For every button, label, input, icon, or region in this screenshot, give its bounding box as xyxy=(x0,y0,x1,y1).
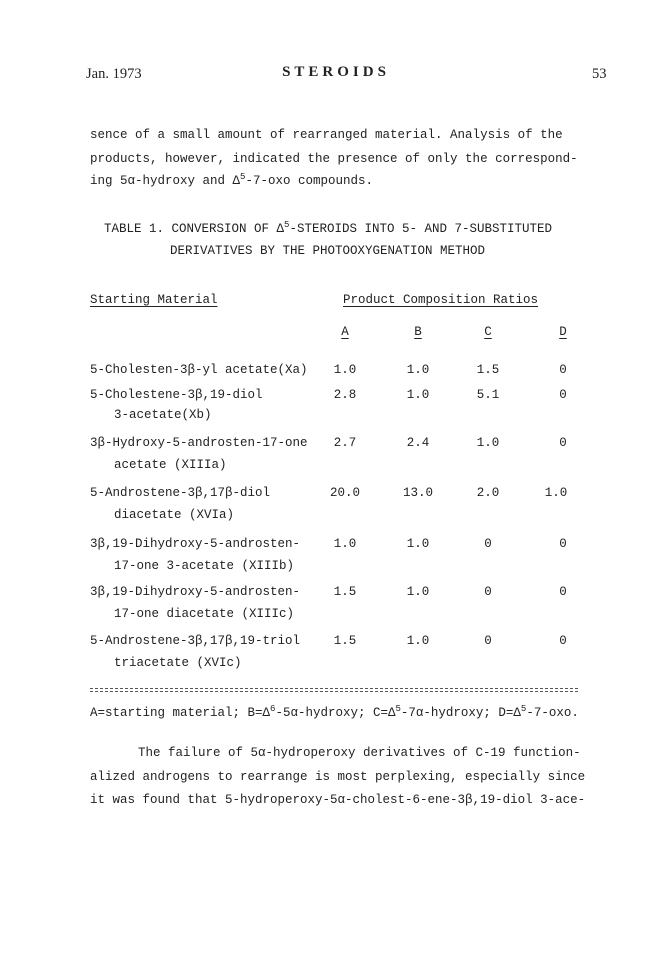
table-bottom-rule-2 xyxy=(90,691,578,692)
row-7-d: 0 xyxy=(559,634,567,648)
col-header-product-ratios: Product Composition Ratios xyxy=(343,293,539,307)
caption-sup: 5 xyxy=(284,220,290,230)
row-4-name-line-2: diacetate (XVIa) xyxy=(114,508,235,522)
table-caption-line-2: DERIVATIVES BY THE PHOTOOXYGENATION METHOD xyxy=(170,244,486,258)
row-4-name-line-1: 5-Androstene-3β,17β-diol xyxy=(90,486,271,500)
row-6-d: 0 xyxy=(559,585,567,599)
row-1-c: 1.5 xyxy=(476,363,500,377)
row-2-b: 1.0 xyxy=(406,388,430,402)
page-number: 53 xyxy=(592,66,607,82)
row-5-d: 0 xyxy=(559,537,567,551)
header-date: Jan. 1973 xyxy=(86,66,142,82)
intro-line-3 xyxy=(90,174,373,188)
row-2-d: 0 xyxy=(559,388,567,402)
row-1-name-line-1: 5-Cholesten-3β-yl acetate(Xa) xyxy=(90,363,308,377)
footnote-part-c: -7α-hydroxy; D=Δ xyxy=(400,706,521,720)
footnote-part-b: -5α-hydroxy; C=Δ xyxy=(275,706,396,720)
row-2-a: 2.8 xyxy=(333,388,357,402)
row-1-b: 1.0 xyxy=(406,363,430,377)
caption-text-b: -STEROIDS INTO 5- AND 7-SUBSTITUTED xyxy=(289,222,552,236)
row-4-c: 2.0 xyxy=(476,486,500,500)
table-bottom-rule-1 xyxy=(90,688,578,689)
row-2-name-line-2: 3-acetate(Xb) xyxy=(114,408,212,422)
row-7-name-line-1: 5-Androstene-3β,17β,19-triol xyxy=(90,634,301,648)
footnote-sup-a: 6 xyxy=(270,704,276,714)
row-3-name-line-2: acetate (XIIIa) xyxy=(114,458,227,472)
table-footnote xyxy=(90,706,579,720)
closing-line-2: alized androgens to rearrange is most perplexing, especially since xyxy=(90,770,586,784)
row-4-d: 1.0 xyxy=(544,486,568,500)
footnote-part-a: A=starting material; B=Δ xyxy=(90,706,271,720)
row-6-a: 1.5 xyxy=(333,585,357,599)
row-3-d: 0 xyxy=(559,436,567,450)
footnote-part-d: -7-oxo. xyxy=(526,706,579,720)
footnote-sup-b: 5 xyxy=(395,704,401,714)
row-4-b: 13.0 xyxy=(402,486,433,500)
row-5-b: 1.0 xyxy=(406,537,430,551)
row-6-name-line-2: 17-one diacetate (XIIIc) xyxy=(114,607,295,621)
row-2-c: 5.1 xyxy=(476,388,500,402)
sub-col-b: B xyxy=(414,325,422,339)
row-1-d: 0 xyxy=(559,363,567,377)
row-6-name-line-1: 3β,19-Dihydroxy-5-androsten- xyxy=(90,585,301,599)
sub-col-a: A xyxy=(341,325,349,339)
closing-line-1: The failure of 5α-hydroperoxy derivatives of C-19 function- xyxy=(138,746,581,760)
row-3-a: 2.7 xyxy=(333,436,357,450)
footnote-sup-c: 5 xyxy=(520,704,527,714)
row-4-a: 20.0 xyxy=(329,486,360,500)
sub-col-c: C xyxy=(484,325,492,339)
row-7-b: 1.0 xyxy=(406,634,430,648)
row-3-b: 2.4 xyxy=(406,436,430,450)
col-header-starting-material: Starting Material xyxy=(90,293,218,307)
closing-line-3: it was found that 5-hydroperoxy-5α-cholest-6-ene-3β,19-diol 3-ace- xyxy=(90,793,586,807)
row-5-c: 0 xyxy=(484,537,492,551)
table-caption-line-1 xyxy=(104,222,552,236)
intro-line-2: products, however, indicated the presence of only the correspond- xyxy=(90,152,578,166)
row-7-a: 1.5 xyxy=(333,634,357,648)
row-7-c: 0 xyxy=(484,634,492,648)
row-5-a: 1.0 xyxy=(333,537,357,551)
row-7-name-line-2: triacetate (XVIc) xyxy=(114,656,242,670)
intro-line-3-text-a: ing 5α-hydroxy and Δ xyxy=(90,174,241,188)
intro-line-1: sence of a small amount of rearranged material. Analysis of the xyxy=(90,128,563,142)
row-2-name-line-1: 5-Cholestene-3β,19-diol xyxy=(90,388,263,402)
journal-title: STEROIDS xyxy=(282,64,390,80)
row-6-b: 1.0 xyxy=(406,585,430,599)
row-3-name-line-1: 3β-Hydroxy-5-androsten-17-one xyxy=(90,436,308,450)
sub-col-d: D xyxy=(559,325,567,339)
row-5-name-line-1: 3β,19-Dihydroxy-5-androsten- xyxy=(90,537,301,551)
intro-line-3-text-b: -7-oxo compounds. xyxy=(245,174,373,188)
row-6-c: 0 xyxy=(484,585,492,599)
caption-text-a: TABLE 1. CONVERSION OF Δ xyxy=(104,222,285,236)
row-3-c: 1.0 xyxy=(476,436,500,450)
row-1-a: 1.0 xyxy=(333,363,357,377)
intro-line-3-sup: 5 xyxy=(240,172,246,182)
row-5-name-line-2: 17-one 3-acetate (XIIIb) xyxy=(114,559,295,573)
